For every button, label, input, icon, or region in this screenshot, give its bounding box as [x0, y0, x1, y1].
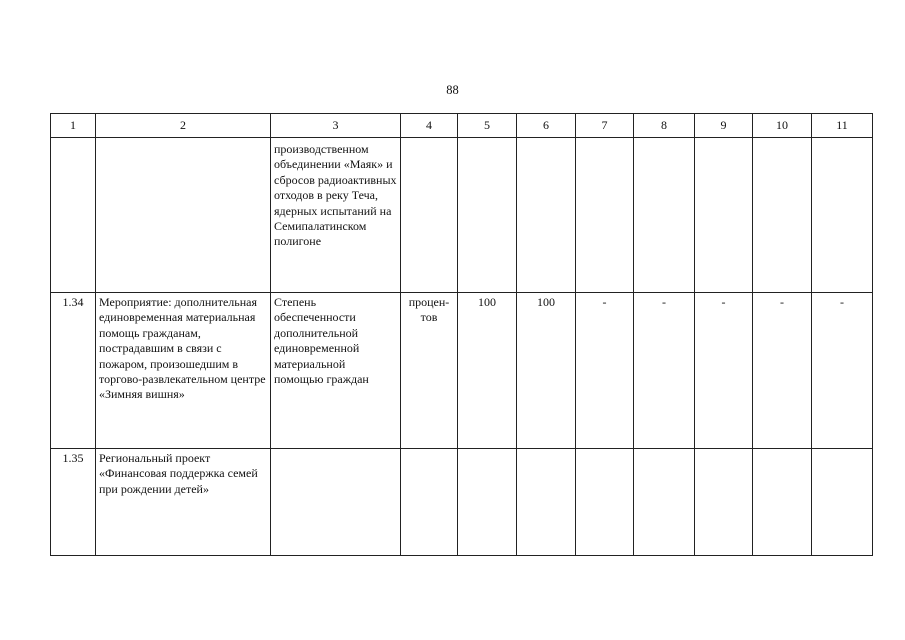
value-cell [458, 138, 517, 293]
event-name-cell: Мероприятие: дополнительная единовременная материальная помощь гражданам, пострадавшим в связи с пожаром, произошедшим в торгово-развлекательном центре «Зимняя вишня» [96, 293, 271, 449]
value-cell [695, 138, 753, 293]
column-header: 1 [51, 114, 96, 138]
indicator-table [50, 113, 873, 556]
indicator-name-cell: производственном объединении «Маяк» и сбросов радиоактивных отходов в реку Теча, ядерных испытаний на Семипалатинском полигоне [271, 138, 401, 293]
table-row [51, 449, 873, 556]
column-header: 9 [695, 114, 753, 138]
unit-cell [401, 293, 458, 449]
column-header: 6 [517, 114, 576, 138]
indicator-name-cell [271, 449, 401, 556]
value-cell [576, 138, 634, 293]
event-name-cell: Региональный проект «Финансовая поддержка семей при рождении детей» [96, 449, 271, 556]
column-header: 7 [576, 114, 634, 138]
column-header: 10 [753, 114, 812, 138]
value-cell [517, 449, 576, 556]
value-cell [695, 449, 753, 556]
value-cell: - [695, 293, 753, 449]
value-cell: - [634, 293, 695, 449]
unit-cell [401, 138, 458, 293]
value-cell: - [576, 293, 634, 449]
row-number-cell: 1.34 [51, 293, 96, 449]
column-header: 2 [96, 114, 271, 138]
value-cell [753, 138, 812, 293]
page-number: 88 [446, 83, 459, 97]
value-cell: 100 [458, 293, 517, 449]
event-name-cell [96, 138, 271, 293]
value-cell [812, 138, 873, 293]
column-header: 11 [812, 114, 873, 138]
column-header: 5 [458, 114, 517, 138]
value-cell [753, 449, 812, 556]
value-cell [576, 449, 634, 556]
value-cell [812, 449, 873, 556]
value-cell: 100 [517, 293, 576, 449]
column-header: 8 [634, 114, 695, 138]
row-number-cell: 1.35 [51, 449, 96, 556]
unit-cell [401, 449, 458, 556]
value-cell [517, 138, 576, 293]
row-number-cell [51, 138, 96, 293]
value-cell [634, 449, 695, 556]
indicator-name-cell: Степень обеспеченности дополнительной единовременной материальной помощью граждан [271, 293, 401, 449]
value-cell: - [812, 293, 873, 449]
unit-line: тов [420, 310, 438, 325]
table-header-row [51, 114, 873, 138]
value-cell [634, 138, 695, 293]
value-cell: - [753, 293, 812, 449]
column-header: 3 [271, 114, 401, 138]
table-row [51, 138, 873, 293]
value-cell [458, 449, 517, 556]
table-row [51, 293, 873, 449]
unit-line: процен- [408, 295, 450, 309]
column-header: 4 [401, 114, 458, 138]
